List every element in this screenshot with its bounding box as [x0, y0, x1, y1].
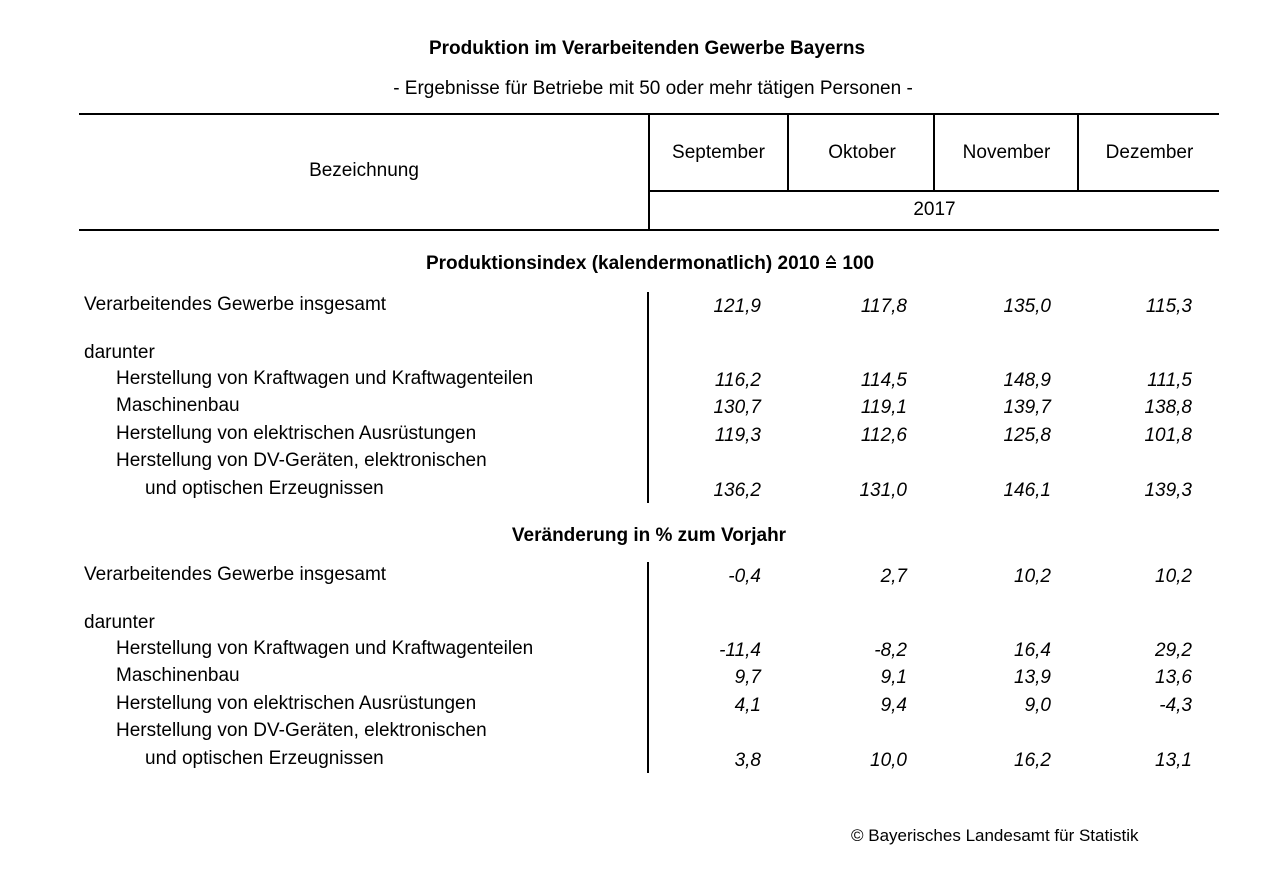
corresponds-to-symbol — [825, 255, 837, 273]
value-cell: -0,4 — [728, 566, 761, 587]
value-cell: 148,9 — [1003, 370, 1051, 391]
value-cell: 138,8 — [1144, 397, 1192, 418]
value-cell: 13,6 — [1155, 667, 1192, 688]
header-dezember: Dezember — [1105, 142, 1194, 163]
value-cell: 10,2 — [1014, 566, 1051, 587]
value-cell: 13,9 — [1014, 667, 1051, 688]
value-cell: 2,7 — [880, 566, 907, 587]
value-cell: 119,3 — [714, 425, 761, 446]
value-cell: 9,0 — [1024, 695, 1051, 716]
value-cell: 139,7 — [1003, 397, 1051, 418]
value-cell: 115,3 — [1145, 296, 1192, 317]
value-cell: 16,4 — [1014, 640, 1051, 661]
value-cell: 119,1 — [860, 397, 907, 418]
value-cell: 111,5 — [1147, 370, 1192, 391]
value-cell: 116,2 — [714, 370, 761, 391]
value-cell: 16,2 — [1014, 750, 1051, 771]
value-cell: 136,2 — [713, 480, 761, 501]
value-cell: 10,0 — [870, 750, 907, 771]
row-label: Maschinenbau — [116, 395, 240, 416]
value-cell: 135,0 — [1003, 296, 1051, 317]
row-label: Herstellung von Kraftwagen und Kraftwagenteilen — [116, 638, 534, 659]
row-label-continued: und optischen Erzeugnissen — [145, 748, 384, 769]
value-cell: -4,3 — [1159, 695, 1192, 716]
value-cell: 130,7 — [713, 397, 761, 418]
copyright-footer: © Bayerisches Landesamt für Statistik — [851, 826, 1139, 845]
row-label: Herstellung von DV-Geräten, elektronischen — [116, 450, 487, 471]
darunter-label: darunter — [84, 342, 155, 363]
value-cell: -11,4 — [719, 640, 761, 661]
value-cell: 112,6 — [860, 425, 907, 446]
section-heading-change: Veränderung in % zum Vorjahr — [511, 525, 787, 546]
stub-header: Bezeichnung — [309, 160, 419, 181]
section-heading-index: Produktionsindex (kalendermonatlich) 2010 100 — [425, 253, 875, 274]
section1-divider — [647, 292, 649, 503]
value-cell: 4,1 — [734, 695, 761, 716]
value-cell: 9,7 — [734, 667, 761, 688]
row-label-continued: und optischen Erzeugnissen — [145, 478, 384, 499]
header-oktober: Oktober — [828, 142, 896, 163]
value-cell: 139,3 — [1144, 480, 1192, 501]
header-november: November — [962, 142, 1051, 163]
value-cell: -8,2 — [874, 640, 907, 661]
value-cell: 3,8 — [734, 750, 761, 771]
value-cell: 13,1 — [1155, 750, 1192, 771]
value-cell: 114,5 — [860, 370, 907, 391]
row-label: Herstellung von elektrischen Ausrüstungen — [116, 693, 477, 714]
darunter-label: darunter — [84, 612, 155, 633]
row-label: Verarbeitendes Gewerbe insgesamt — [84, 564, 387, 585]
value-cell: 101,8 — [1144, 425, 1192, 446]
value-cell: 131,0 — [859, 480, 907, 501]
row-label: Verarbeitendes Gewerbe insgesamt — [84, 294, 387, 315]
section2-divider — [647, 562, 649, 773]
row-label: Herstellung von elektrischen Ausrüstungen — [116, 423, 477, 444]
header-september: September — [672, 142, 765, 163]
value-cell: 29,2 — [1155, 640, 1192, 661]
value-cell: 121,9 — [713, 296, 761, 317]
header-year: 2017 — [913, 199, 956, 220]
value-cell: 117,8 — [860, 296, 907, 317]
page-subtitle: - Ergebnisse für Betriebe mit 50 oder mehr tätigen Personen - — [393, 78, 913, 99]
row-label: Herstellung von DV-Geräten, elektronischen — [116, 720, 487, 741]
value-cell: 9,1 — [880, 667, 907, 688]
value-cell: 10,2 — [1155, 566, 1192, 587]
value-cell: 146,1 — [1003, 480, 1051, 501]
value-cell: 9,4 — [880, 695, 907, 716]
row-label: Maschinenbau — [116, 665, 240, 686]
value-cell: 125,8 — [1003, 425, 1051, 446]
row-label: Herstellung von Kraftwagen und Kraftwagenteilen — [116, 368, 534, 389]
page-title: Produktion im Verarbeitenden Gewerbe Bayerns — [428, 38, 866, 59]
